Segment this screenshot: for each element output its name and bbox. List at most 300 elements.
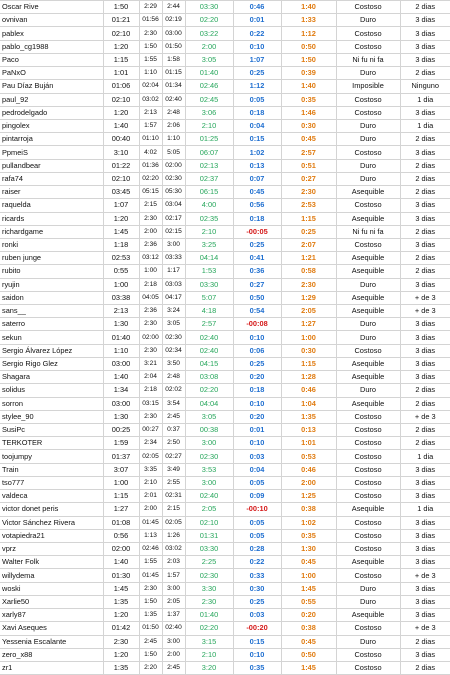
time-4-cell: 3:00 bbox=[185, 437, 233, 450]
extra-time-cell: 0:45 bbox=[281, 635, 336, 648]
table-row bbox=[0, 410, 450, 423]
days-cell: 2 dias bbox=[400, 265, 450, 278]
player-name-cell: pedrodelgado bbox=[0, 106, 103, 119]
difficulty-cell: Costoso bbox=[336, 27, 400, 40]
table-row bbox=[0, 133, 450, 146]
time-4-cell: 02:40 bbox=[185, 331, 233, 344]
days-cell: + de 3 bbox=[400, 291, 450, 304]
time-3-cell: 02:40 bbox=[162, 622, 185, 635]
time-1-cell: 1:35 bbox=[103, 595, 139, 608]
days-cell: 1 dia bbox=[400, 119, 450, 132]
table-row bbox=[0, 490, 450, 503]
player-name-cell: pullandbear bbox=[0, 159, 103, 172]
difficulty-cell: Costoso bbox=[336, 424, 400, 437]
time-4-cell: 02:46 bbox=[185, 80, 233, 93]
days-cell: 3 dias bbox=[400, 318, 450, 331]
time-2-cell: 01:56 bbox=[139, 14, 162, 27]
time-2-cell: 02:00 bbox=[139, 331, 162, 344]
player-name-cell: zero_x88 bbox=[0, 648, 103, 661]
days-cell: 3 dias bbox=[400, 463, 450, 476]
time-2-cell: 1:50 bbox=[139, 595, 162, 608]
table-row bbox=[0, 106, 450, 119]
player-name-cell: woski bbox=[0, 582, 103, 595]
difficulty-cell: Costoso bbox=[336, 199, 400, 212]
player-name-cell: Train bbox=[0, 463, 103, 476]
time-4-cell: 02:20 bbox=[185, 622, 233, 635]
difficulty-cell: Costoso bbox=[336, 344, 400, 357]
difference-cell: 0:05 bbox=[233, 516, 281, 529]
days-cell: 2 dias bbox=[400, 67, 450, 80]
player-name-cell: sans__ bbox=[0, 305, 103, 318]
difficulty-cell: Duro bbox=[336, 133, 400, 146]
player-name-cell: stylee_90 bbox=[0, 410, 103, 423]
time-3-cell: 1:58 bbox=[162, 53, 185, 66]
difference-cell: 0:13 bbox=[233, 159, 281, 172]
days-cell: 3 dias bbox=[400, 595, 450, 608]
time-1-cell: 01:42 bbox=[103, 622, 139, 635]
difficulty-cell: Duro bbox=[336, 159, 400, 172]
difference-cell: 0:10 bbox=[233, 648, 281, 661]
difficulty-cell: Asequible bbox=[336, 305, 400, 318]
extra-time-cell: 1:29 bbox=[281, 291, 336, 304]
player-name-cell: ricards bbox=[0, 212, 103, 225]
table-row bbox=[0, 40, 450, 53]
time-4-cell: 01:25 bbox=[185, 133, 233, 146]
difference-cell: 0:03 bbox=[233, 609, 281, 622]
difference-cell: 0:22 bbox=[233, 556, 281, 569]
time-4-cell: 03:30 bbox=[185, 278, 233, 291]
player-name-cell: ovnivan bbox=[0, 14, 103, 27]
difficulty-cell: Asequible bbox=[336, 265, 400, 278]
time-4-cell: 01:40 bbox=[185, 67, 233, 80]
player-name-cell: victor donet peris bbox=[0, 503, 103, 516]
extra-time-cell: 0:51 bbox=[281, 159, 336, 172]
player-name-cell: solidus bbox=[0, 384, 103, 397]
time-1-cell: 1:01 bbox=[103, 67, 139, 80]
table-row bbox=[0, 67, 450, 80]
difference-cell: 0:30 bbox=[233, 582, 281, 595]
table-row bbox=[0, 582, 450, 595]
difference-cell: 1:02 bbox=[233, 146, 281, 159]
time-1-cell: 00:40 bbox=[103, 133, 139, 146]
difficulty-cell: Costoso bbox=[336, 622, 400, 635]
difference-cell: 0:54 bbox=[233, 305, 281, 318]
difference-cell: 0:56 bbox=[233, 199, 281, 212]
extra-time-cell: 2:05 bbox=[281, 305, 336, 318]
time-1-cell: 01:21 bbox=[103, 14, 139, 27]
time-3-cell: 02:34 bbox=[162, 344, 185, 357]
time-3-cell: 02:31 bbox=[162, 490, 185, 503]
extra-time-cell: 0:50 bbox=[281, 40, 336, 53]
extra-time-cell: 1:46 bbox=[281, 106, 336, 119]
time-4-cell: 3:05 bbox=[185, 410, 233, 423]
difference-cell: 0:10 bbox=[233, 397, 281, 410]
difference-cell: 0:41 bbox=[233, 252, 281, 265]
difference-cell: 0:01 bbox=[233, 14, 281, 27]
player-name-cell: raquelda bbox=[0, 199, 103, 212]
difficulty-cell: Duro bbox=[336, 582, 400, 595]
time-1-cell: 1:45 bbox=[103, 582, 139, 595]
time-2-cell: 2:18 bbox=[139, 384, 162, 397]
table-row bbox=[0, 53, 450, 66]
difference-cell: 0:10 bbox=[233, 331, 281, 344]
player-name-cell: richardgame bbox=[0, 225, 103, 238]
days-cell: Ninguno bbox=[400, 80, 450, 93]
days-cell: 2 dias bbox=[400, 437, 450, 450]
extra-time-cell: 0:58 bbox=[281, 265, 336, 278]
time-3-cell: 3:24 bbox=[162, 305, 185, 318]
time-3-cell: 2:48 bbox=[162, 371, 185, 384]
time-3-cell: 02:30 bbox=[162, 331, 185, 344]
time-1-cell: 1:45 bbox=[103, 225, 139, 238]
player-name-cell: zr1 bbox=[0, 661, 103, 674]
time-4-cell: 3:30 bbox=[185, 582, 233, 595]
extra-time-cell: 0:25 bbox=[281, 225, 336, 238]
time-1-cell: 03:00 bbox=[103, 357, 139, 370]
time-3-cell: 02:02 bbox=[162, 384, 185, 397]
table-row bbox=[0, 278, 450, 291]
difficulty-cell: Asequible bbox=[336, 503, 400, 516]
time-4-cell: 3:05 bbox=[185, 53, 233, 66]
extra-time-cell: 0:20 bbox=[281, 609, 336, 622]
extra-time-cell: 2:30 bbox=[281, 186, 336, 199]
extra-time-cell: 1:04 bbox=[281, 397, 336, 410]
days-cell: 3 dias bbox=[400, 371, 450, 384]
difference-cell: 0:05 bbox=[233, 93, 281, 106]
table-row bbox=[0, 186, 450, 199]
time-4-cell: 02:10 bbox=[185, 516, 233, 529]
difficulty-cell: Duro bbox=[336, 14, 400, 27]
days-cell: 2 dias bbox=[400, 252, 450, 265]
time-2-cell: 2:30 bbox=[139, 344, 162, 357]
player-name-cell: Sergio Álvarez López bbox=[0, 344, 103, 357]
difference-cell: 0:28 bbox=[233, 542, 281, 555]
difficulty-cell: Asequible bbox=[336, 556, 400, 569]
extra-time-cell: 2:00 bbox=[281, 476, 336, 489]
days-cell: 2 dias bbox=[400, 186, 450, 199]
time-1-cell: 1:00 bbox=[103, 278, 139, 291]
days-cell: 1 dia bbox=[400, 93, 450, 106]
difference-cell: 0:50 bbox=[233, 291, 281, 304]
time-2-cell: 2:45 bbox=[139, 635, 162, 648]
table-row bbox=[0, 305, 450, 318]
player-name-cell: ryujin bbox=[0, 278, 103, 291]
time-3-cell: 04:17 bbox=[162, 291, 185, 304]
time-2-cell: 1:55 bbox=[139, 556, 162, 569]
days-cell: 2 dias bbox=[400, 159, 450, 172]
table-row bbox=[0, 331, 450, 344]
time-1-cell: 1:59 bbox=[103, 437, 139, 450]
time-4-cell: 1:53 bbox=[185, 265, 233, 278]
difficulty-cell: Costoso bbox=[336, 93, 400, 106]
difference-cell: 0:45 bbox=[233, 186, 281, 199]
time-3-cell: 1:37 bbox=[162, 609, 185, 622]
time-4-cell: 4:18 bbox=[185, 305, 233, 318]
days-cell: 3 dias bbox=[400, 146, 450, 159]
days-cell: 2 dias bbox=[400, 172, 450, 185]
table-row bbox=[0, 542, 450, 555]
time-2-cell: 2:15 bbox=[139, 199, 162, 212]
difficulty-cell: Costoso bbox=[336, 476, 400, 489]
difficulty-cell: Costoso bbox=[336, 516, 400, 529]
extra-time-cell: 1:27 bbox=[281, 318, 336, 331]
player-name-cell: Yessenia Escalante bbox=[0, 635, 103, 648]
days-cell: + de 3 bbox=[400, 410, 450, 423]
extra-time-cell: 0:55 bbox=[281, 595, 336, 608]
difference-cell: -00:08 bbox=[233, 318, 281, 331]
difference-cell: 0:27 bbox=[233, 278, 281, 291]
player-name-cell: TERKOTER bbox=[0, 437, 103, 450]
time-1-cell: 02:10 bbox=[103, 27, 139, 40]
difficulty-cell: Costoso bbox=[336, 106, 400, 119]
extra-time-cell: 2:57 bbox=[281, 146, 336, 159]
time-2-cell: 01:45 bbox=[139, 516, 162, 529]
difference-cell: 0:35 bbox=[233, 661, 281, 674]
difference-cell: 0:04 bbox=[233, 463, 281, 476]
player-name-cell: willydema bbox=[0, 569, 103, 582]
time-3-cell: 03:00 bbox=[162, 27, 185, 40]
time-1-cell: 01:08 bbox=[103, 516, 139, 529]
time-1-cell: 01:06 bbox=[103, 80, 139, 93]
table-row bbox=[0, 556, 450, 569]
table-row bbox=[0, 80, 450, 93]
time-1-cell: 1:20 bbox=[103, 212, 139, 225]
days-cell: 1 dia bbox=[400, 503, 450, 516]
time-1-cell: 02:10 bbox=[103, 93, 139, 106]
days-cell: 3 dias bbox=[400, 40, 450, 53]
time-4-cell: 3:25 bbox=[185, 238, 233, 251]
table-row bbox=[0, 357, 450, 370]
time-2-cell: 2:36 bbox=[139, 238, 162, 251]
extra-time-cell: 1:25 bbox=[281, 490, 336, 503]
difference-cell: 0:33 bbox=[233, 569, 281, 582]
time-3-cell: 01:15 bbox=[162, 67, 185, 80]
extra-time-cell: 1:12 bbox=[281, 27, 336, 40]
player-name-cell: Pau Díaz Buján bbox=[0, 80, 103, 93]
difficulty-cell: Costoso bbox=[336, 490, 400, 503]
time-3-cell: 2:06 bbox=[162, 119, 185, 132]
player-name-cell: tso777 bbox=[0, 476, 103, 489]
difficulty-cell: Costoso bbox=[336, 450, 400, 463]
time-2-cell: 3:21 bbox=[139, 357, 162, 370]
player-name-cell: saidon bbox=[0, 291, 103, 304]
player-name-cell: valdeca bbox=[0, 490, 103, 503]
days-cell: 3 dias bbox=[400, 212, 450, 225]
extra-time-cell: 1:15 bbox=[281, 212, 336, 225]
days-cell: 3 dias bbox=[400, 648, 450, 661]
extra-time-cell: 1:21 bbox=[281, 252, 336, 265]
time-4-cell: 2:05 bbox=[185, 503, 233, 516]
time-3-cell: 2:50 bbox=[162, 437, 185, 450]
time-2-cell: 2:20 bbox=[139, 661, 162, 674]
difficulty-cell: Duro bbox=[336, 67, 400, 80]
difference-cell: -00:05 bbox=[233, 225, 281, 238]
table-row bbox=[0, 384, 450, 397]
time-4-cell: 01:40 bbox=[185, 609, 233, 622]
extra-time-cell: 1:45 bbox=[281, 661, 336, 674]
time-4-cell: 01:31 bbox=[185, 529, 233, 542]
player-name-cell: votapiedra21 bbox=[0, 529, 103, 542]
difference-cell: 0:15 bbox=[233, 635, 281, 648]
time-2-cell: 2:04 bbox=[139, 371, 162, 384]
extra-time-cell: 0:46 bbox=[281, 463, 336, 476]
table-row bbox=[0, 225, 450, 238]
difference-cell: 0:18 bbox=[233, 384, 281, 397]
extra-time-cell: 0:13 bbox=[281, 424, 336, 437]
extra-time-cell: 0:35 bbox=[281, 93, 336, 106]
time-2-cell: 2:13 bbox=[139, 106, 162, 119]
days-cell: 3 dias bbox=[400, 331, 450, 344]
time-1-cell: 3:10 bbox=[103, 146, 139, 159]
player-name-cell: pablex bbox=[0, 27, 103, 40]
time-4-cell: 02:20 bbox=[185, 384, 233, 397]
time-3-cell: 5:05 bbox=[162, 146, 185, 159]
time-1-cell: 1:40 bbox=[103, 556, 139, 569]
time-1-cell: 1:15 bbox=[103, 490, 139, 503]
time-1-cell: 0:55 bbox=[103, 265, 139, 278]
difference-cell: 1:12 bbox=[233, 80, 281, 93]
table-row bbox=[0, 661, 450, 674]
days-cell: 3 dias bbox=[400, 529, 450, 542]
difficulty-cell: Duro bbox=[336, 278, 400, 291]
time-1-cell: 01:37 bbox=[103, 450, 139, 463]
player-name-cell: Xavi Aseques bbox=[0, 622, 103, 635]
time-2-cell: 2:10 bbox=[139, 476, 162, 489]
time-2-cell: 2:30 bbox=[139, 212, 162, 225]
time-2-cell: 1:00 bbox=[139, 265, 162, 278]
time-2-cell: 04:05 bbox=[139, 291, 162, 304]
table-row bbox=[0, 437, 450, 450]
time-3-cell: 1:57 bbox=[162, 569, 185, 582]
time-4-cell: 3:20 bbox=[185, 661, 233, 674]
time-2-cell: 02:46 bbox=[139, 542, 162, 555]
time-1-cell: 1:40 bbox=[103, 371, 139, 384]
table-row bbox=[0, 569, 450, 582]
difficulty-cell: Costoso bbox=[336, 410, 400, 423]
time-3-cell: 3:05 bbox=[162, 318, 185, 331]
time-1-cell: 1:35 bbox=[103, 661, 139, 674]
extra-time-cell: 0:39 bbox=[281, 67, 336, 80]
time-3-cell: 2:00 bbox=[162, 648, 185, 661]
time-2-cell: 2:36 bbox=[139, 305, 162, 318]
time-3-cell: 2:15 bbox=[162, 503, 185, 516]
player-name-cell: paul_92 bbox=[0, 93, 103, 106]
difference-cell: 0:25 bbox=[233, 357, 281, 370]
time-1-cell: 2:13 bbox=[103, 305, 139, 318]
time-4-cell: 2:10 bbox=[185, 648, 233, 661]
time-1-cell: 3:07 bbox=[103, 463, 139, 476]
time-4-cell: 3:15 bbox=[185, 635, 233, 648]
table-row bbox=[0, 516, 450, 529]
days-cell: 2 dias bbox=[400, 661, 450, 674]
extra-time-cell: 1:00 bbox=[281, 331, 336, 344]
time-1-cell: 1:10 bbox=[103, 344, 139, 357]
time-1-cell: 02:10 bbox=[103, 172, 139, 185]
player-name-cell: PaNxO bbox=[0, 67, 103, 80]
difference-cell: 0:15 bbox=[233, 133, 281, 146]
player-name-cell: sekun bbox=[0, 331, 103, 344]
difficulty-cell: Costoso bbox=[336, 1, 400, 14]
table-row bbox=[0, 318, 450, 331]
days-cell: 2 dias bbox=[400, 1, 450, 14]
extra-time-cell: 0:46 bbox=[281, 384, 336, 397]
time-4-cell: 5:07 bbox=[185, 291, 233, 304]
difference-cell: 0:46 bbox=[233, 1, 281, 14]
time-2-cell: 05:15 bbox=[139, 186, 162, 199]
days-cell: 1 dia bbox=[400, 450, 450, 463]
difficulty-cell: Costoso bbox=[336, 529, 400, 542]
time-2-cell: 1:50 bbox=[139, 648, 162, 661]
difficulty-cell: Costoso bbox=[336, 146, 400, 159]
table-row bbox=[0, 291, 450, 304]
time-2-cell: 03:15 bbox=[139, 397, 162, 410]
difference-cell: 0:18 bbox=[233, 212, 281, 225]
difference-cell: 0:20 bbox=[233, 371, 281, 384]
extra-time-cell: 2:53 bbox=[281, 199, 336, 212]
table-row bbox=[0, 14, 450, 27]
difficulty-cell: Asequible bbox=[336, 252, 400, 265]
time-3-cell: 3:50 bbox=[162, 357, 185, 370]
extra-time-cell: 0:38 bbox=[281, 622, 336, 635]
extra-time-cell: 1:33 bbox=[281, 14, 336, 27]
difficulty-cell: Asequible bbox=[336, 357, 400, 370]
time-1-cell: 1:27 bbox=[103, 503, 139, 516]
time-4-cell: 02:35 bbox=[185, 212, 233, 225]
time-4-cell: 2:25 bbox=[185, 556, 233, 569]
extra-time-cell: 1:40 bbox=[281, 80, 336, 93]
time-3-cell: 02:17 bbox=[162, 212, 185, 225]
time-3-cell: 2:45 bbox=[162, 410, 185, 423]
extra-time-cell: 2:07 bbox=[281, 238, 336, 251]
difficulty-cell: Duro bbox=[336, 318, 400, 331]
extra-time-cell: 0:27 bbox=[281, 172, 336, 185]
time-1-cell: 1:00 bbox=[103, 476, 139, 489]
time-4-cell: 4:00 bbox=[185, 199, 233, 212]
time-3-cell: 2:55 bbox=[162, 476, 185, 489]
difficulty-cell: Duro bbox=[336, 635, 400, 648]
time-1-cell: 00:25 bbox=[103, 424, 139, 437]
player-name-cell: vprz bbox=[0, 542, 103, 555]
time-1-cell: 01:40 bbox=[103, 331, 139, 344]
table-row bbox=[0, 450, 450, 463]
player-name-cell: Sergio Rigo Glez bbox=[0, 357, 103, 370]
time-1-cell: 0:56 bbox=[103, 529, 139, 542]
difference-cell: 0:04 bbox=[233, 119, 281, 132]
days-cell: 3 dias bbox=[400, 14, 450, 27]
time-4-cell: 04:04 bbox=[185, 397, 233, 410]
time-3-cell: 2:48 bbox=[162, 106, 185, 119]
difference-cell: 0:18 bbox=[233, 106, 281, 119]
difference-cell: -00:20 bbox=[233, 622, 281, 635]
player-name-cell: Shagara bbox=[0, 371, 103, 384]
days-cell: 2 dias bbox=[400, 133, 450, 146]
table-row bbox=[0, 503, 450, 516]
extra-time-cell: 1:50 bbox=[281, 53, 336, 66]
days-cell: 2 dias bbox=[400, 225, 450, 238]
extra-time-cell: 1:00 bbox=[281, 569, 336, 582]
time-2-cell: 01:36 bbox=[139, 159, 162, 172]
table-row bbox=[0, 344, 450, 357]
time-3-cell: 01:50 bbox=[162, 40, 185, 53]
player-name-cell: toojumpy bbox=[0, 450, 103, 463]
time-4-cell: 04:15 bbox=[185, 357, 233, 370]
time-1-cell: 01:30 bbox=[103, 569, 139, 582]
table-row bbox=[0, 1, 450, 14]
difficulty-cell: Costoso bbox=[336, 238, 400, 251]
table-row bbox=[0, 238, 450, 251]
time-2-cell: 2:30 bbox=[139, 582, 162, 595]
time-1-cell: 1:18 bbox=[103, 238, 139, 251]
